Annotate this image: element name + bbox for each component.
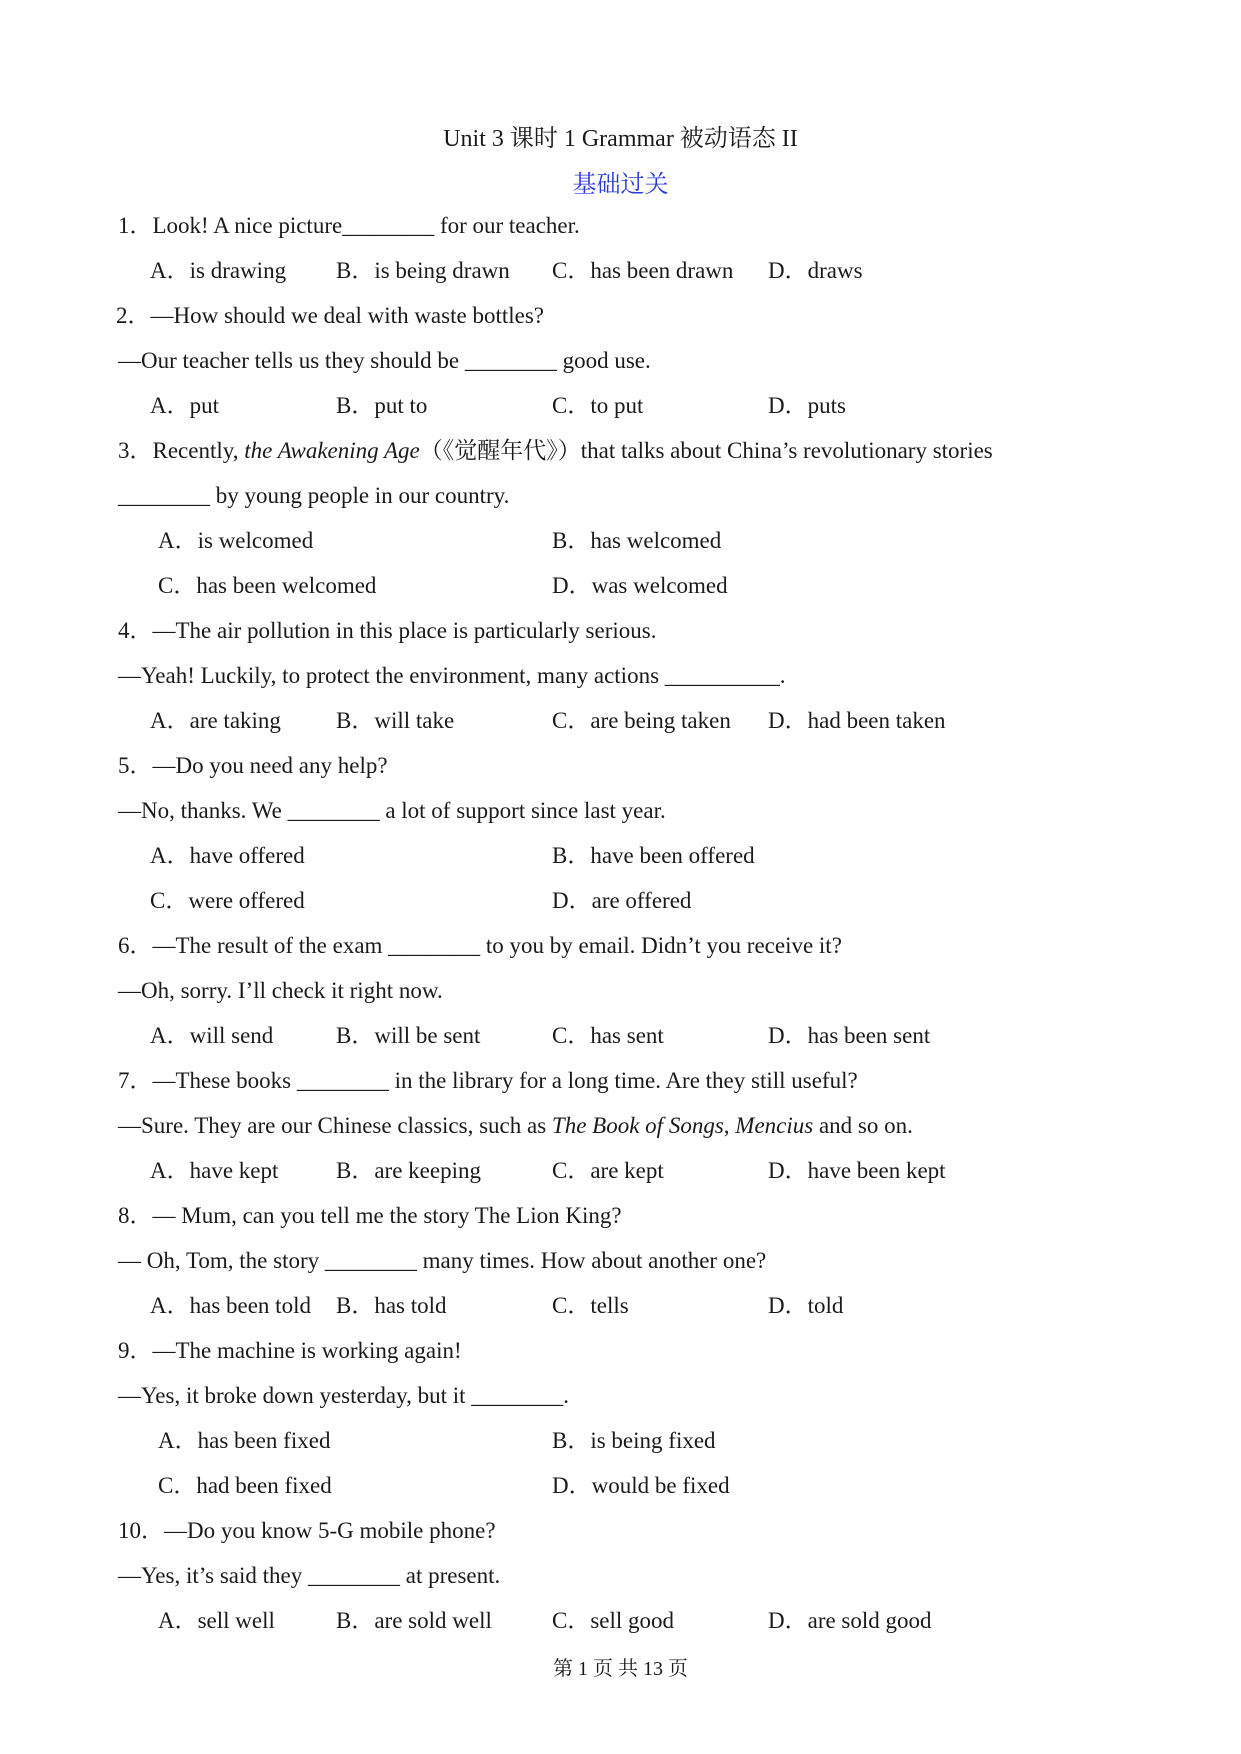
book-title: The Book of Songs [551, 1113, 724, 1138]
options-row [118, 1418, 1128, 1463]
page-title: Unit 3 课时 1 Grammar 被动语态 II [443, 126, 798, 152]
question-text: —Sure. They are our Chinese classics, such as The Book of Songs, Mencius and so on. [118, 1113, 913, 1138]
option-d: D．have been kept [768, 1158, 946, 1183]
question-text: 5．—Do you need any help? [118, 753, 388, 778]
options-row [118, 563, 1128, 608]
question-5 [118, 743, 1128, 923]
options-row [118, 698, 1128, 743]
options-row [118, 1598, 1128, 1643]
option-a: A．sell well [158, 1608, 275, 1633]
question-text: 7．—These books ________ in the library for a long time. Are they still useful? [118, 1068, 858, 1093]
question-3 [118, 428, 1128, 608]
option-b: B．have been offered [552, 843, 755, 868]
option-c: C．had been fixed [158, 1473, 332, 1498]
option-a: A．have offered [150, 843, 305, 868]
question-text: —Yes, it’s said they ________ at present. [118, 1563, 501, 1588]
options-row [118, 1283, 1128, 1328]
option-b: B．has welcomed [552, 528, 722, 553]
question-text: 6．—The result of the exam ________ to you by email. Didn’t you receive it? [118, 933, 842, 958]
options-row [118, 1013, 1128, 1058]
option-c: C．were offered [150, 888, 305, 913]
option-a: A．is drawing [150, 258, 287, 283]
options-row [118, 248, 1128, 293]
options-row [118, 1463, 1128, 1508]
option-c: C．has sent [552, 1023, 664, 1048]
options-row [118, 878, 1128, 923]
option-d: D．told [768, 1293, 844, 1318]
option-d: D．was welcomed [552, 573, 728, 598]
question-list [118, 203, 1128, 1643]
question-9 [118, 1328, 1128, 1508]
question-4 [118, 608, 1128, 743]
page-number: 第 1 页 共 13 页 [553, 1658, 688, 1680]
question-text: ________ by young people in our country. [118, 483, 510, 508]
option-b: B．is being drawn [336, 258, 510, 283]
option-b: B．are keeping [336, 1158, 481, 1183]
section-subtitle: 基础过关 [572, 172, 669, 198]
option-a: A．has been fixed [158, 1428, 331, 1453]
option-c: C．are being taken [552, 708, 731, 733]
option-d: D．are sold good [768, 1608, 932, 1633]
question-text: 10．—Do you know 5-G mobile phone? [118, 1518, 496, 1543]
options-row [118, 383, 1128, 428]
question-text: 9．—The machine is working again! [118, 1338, 462, 1363]
option-a: A．put [150, 393, 219, 418]
question-text: 1．Look! A nice picture________ for our teacher. [118, 213, 580, 238]
option-c: C．sell good [552, 1608, 675, 1633]
option-b: B．are sold well [336, 1608, 492, 1633]
question-text: 2．—How should we deal with waste bottles? [116, 303, 544, 328]
question-text: — Oh, Tom, the story ________ many times. How about another one? [118, 1248, 767, 1273]
question-text: 8．— Mum, can you tell me the story The Lion King? [118, 1203, 622, 1228]
question-text: —Yes, it broke down yesterday, but it ________. [118, 1383, 570, 1408]
option-d: D．puts [768, 393, 846, 418]
option-b: B．will take [336, 708, 455, 733]
options-row [118, 1148, 1128, 1193]
option-d: D．are offered [552, 888, 692, 913]
option-d: D．would be fixed [552, 1473, 730, 1498]
question-text: —Yeah! Luckily, to protect the environment, many actions __________. [118, 663, 786, 688]
question-8 [118, 1193, 1128, 1328]
option-b: B．is being fixed [552, 1428, 716, 1453]
question-10 [118, 1508, 1128, 1643]
option-c: C．has been drawn [552, 258, 734, 283]
options-row [118, 833, 1128, 878]
option-d: D．draws [768, 258, 863, 283]
book-title: the Awakening Age [244, 438, 420, 463]
question-text: 4．—The air pollution in this place is particularly serious. [118, 618, 657, 643]
question-7 [118, 1058, 1128, 1193]
option-a: A．are taking [150, 708, 281, 733]
option-c: C．has been welcomed [158, 573, 377, 598]
option-b: B．has told [336, 1293, 447, 1318]
option-c: C．tells [552, 1293, 629, 1318]
option-c: C．to put [552, 393, 644, 418]
option-d: D．has been sent [768, 1023, 931, 1048]
option-d: D．had been taken [768, 708, 946, 733]
option-b: B．put to [336, 393, 428, 418]
book-title: Mencius [735, 1113, 814, 1138]
question-text: —No, thanks. We ________ a lot of support since last year. [118, 798, 666, 823]
question-1 [118, 203, 1128, 293]
option-a: A．is welcomed [158, 528, 314, 553]
options-row [118, 518, 1128, 563]
option-c: C．are kept [552, 1158, 664, 1183]
question-2 [118, 293, 1128, 428]
option-a: A．will send [150, 1023, 274, 1048]
question-text: —Oh, sorry. I’ll check it right now. [118, 978, 443, 1003]
option-a: A．have kept [150, 1158, 279, 1183]
option-a: A．has been told [150, 1293, 311, 1318]
question-6 [118, 923, 1128, 1058]
question-text: 3．Recently, the Awakening Age（《觉醒年代》）that talks about China’s revolutionary stories [118, 438, 993, 463]
question-text: —Our teacher tells us they should be ________ good use. [118, 348, 651, 373]
option-b: B．will be sent [336, 1023, 481, 1048]
